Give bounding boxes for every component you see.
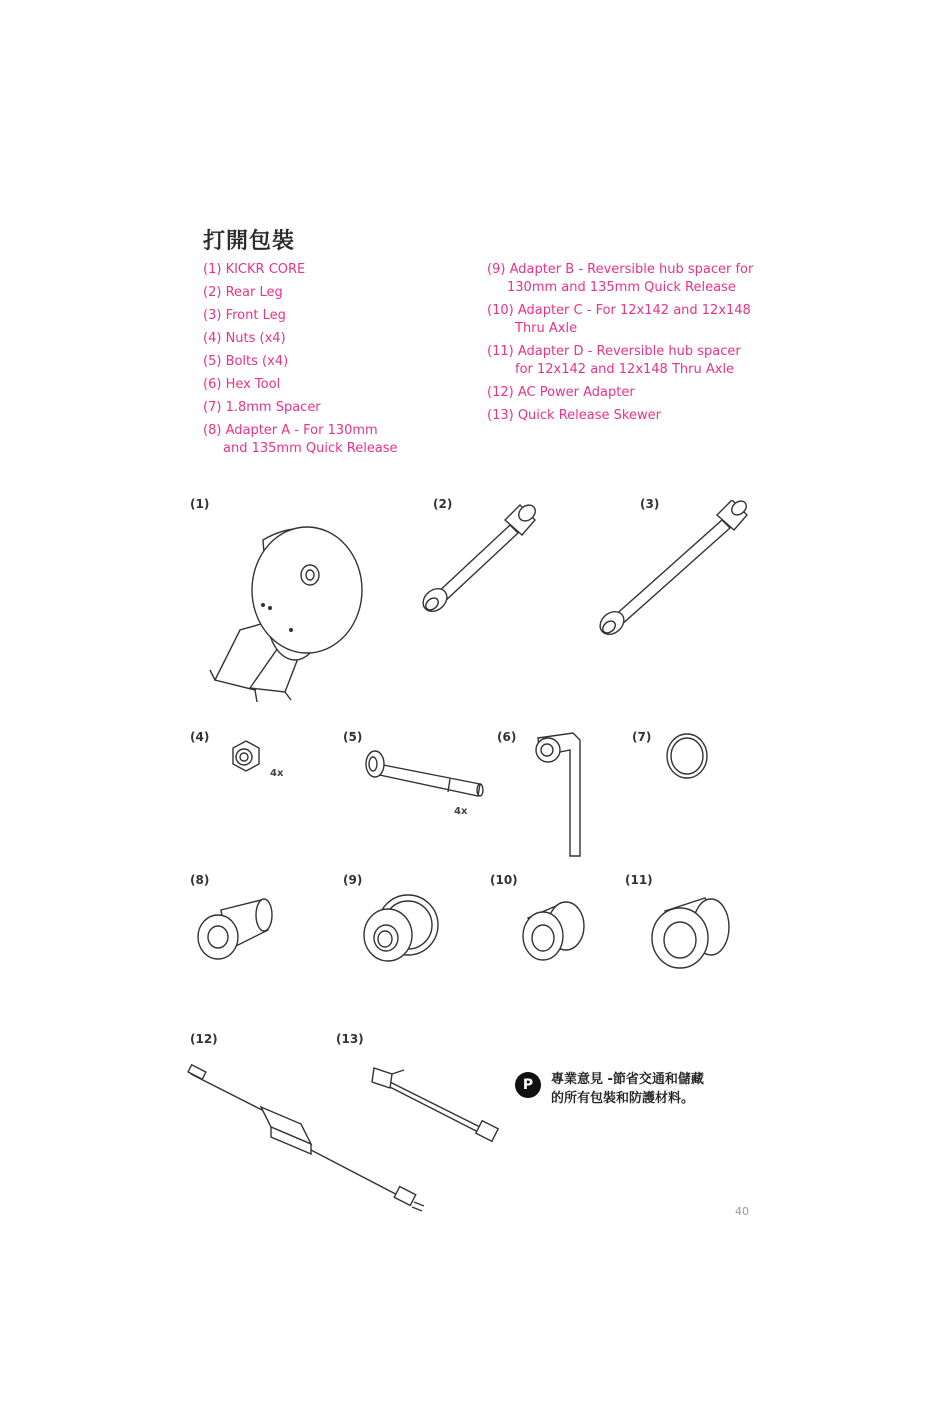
part-name: Adapter C - For 12x142 and 12x148 [517, 303, 751, 318]
adapter-d-illustration [645, 893, 735, 973]
pro-tip-line-1: 專業意見 -節省交通和儲藏 [551, 1072, 704, 1087]
kickr-core-illustration [195, 510, 380, 705]
part-number: (8) [203, 423, 222, 438]
figure-label-8: (8) [190, 873, 210, 887]
part-item-9 [487, 261, 777, 297]
page-number: 40 [735, 1205, 749, 1218]
adapter-c-illustration [518, 898, 590, 966]
part-name-continued: Thru Axle [515, 321, 578, 336]
part-name-continued: for 12x142 and 12x148 Thru Axle [515, 362, 735, 377]
figure-label-10: (10) [490, 873, 518, 887]
pro-tip-line-2: 的所有包裝和防護材料。 [551, 1091, 695, 1106]
part-number: (13) [487, 408, 514, 423]
page-title: 打開包裝 [203, 229, 296, 254]
figure-label-11: (11) [625, 873, 653, 887]
part-item-3 [203, 307, 443, 325]
figure-label-3: (3) [640, 497, 660, 511]
part-item-7 [203, 399, 443, 417]
nuts-quantity: 4x [270, 768, 284, 779]
rear-leg-illustration [410, 500, 540, 625]
part-number: (5) [203, 354, 222, 369]
part-name: 1.8mm Spacer [225, 400, 321, 415]
bolt-illustration [360, 742, 490, 802]
part-item-10 [487, 302, 777, 338]
hex-tool-illustration [528, 728, 588, 863]
part-item-4 [203, 330, 443, 348]
part-name: Front Leg [225, 308, 286, 323]
part-item-8 [203, 422, 443, 458]
part-name: Quick Release Skewer [517, 408, 661, 423]
part-name: Nuts (x4) [225, 331, 286, 346]
figure-label-12: (12) [190, 1032, 218, 1046]
figure-label-4: (4) [190, 730, 210, 744]
part-number: (10) [487, 303, 514, 318]
part-number: (3) [203, 308, 222, 323]
part-item-1 [203, 261, 443, 279]
figure-label-9: (9) [343, 873, 363, 887]
part-name: KICKR CORE [225, 262, 306, 277]
part-number: (2) [203, 285, 222, 300]
part-item-13 [487, 407, 777, 425]
pro-tip-text [551, 1070, 704, 1108]
part-name: Bolts (x4) [225, 354, 289, 369]
part-name: Hex Tool [225, 377, 281, 392]
part-name: Adapter B - Reversible hub spacer for [509, 262, 754, 277]
part-number: (7) [203, 400, 222, 415]
part-number: (12) [487, 385, 514, 400]
part-name-continued: 130mm and 135mm Quick Release [507, 280, 736, 295]
part-name: Rear Leg [225, 285, 283, 300]
part-item-2 [203, 284, 443, 302]
pro-tip [515, 1070, 755, 1108]
front-leg-illustration [592, 500, 752, 645]
parts-list-left [203, 261, 443, 463]
part-number: (9) [487, 262, 506, 277]
part-name: AC Power Adapter [517, 385, 635, 400]
part-item-12 [487, 384, 777, 402]
figure-label-1: (1) [190, 497, 210, 511]
part-name: Adapter D - Reversible hub spacer [517, 344, 741, 359]
bolts-quantity: 4x [454, 806, 468, 817]
figure-label-6: (6) [497, 730, 517, 744]
part-name-continued: and 135mm Quick Release [223, 441, 398, 456]
adapter-b-illustration [358, 890, 443, 965]
quick-release-skewer-illustration [366, 1060, 506, 1145]
spacer-ring-illustration [662, 730, 712, 782]
part-item-6 [203, 376, 443, 394]
figure-label-5: (5) [343, 730, 363, 744]
figure-label-2: (2) [433, 497, 453, 511]
part-name: Adapter A - For 130mm [225, 423, 378, 438]
pro-tip-badge: P [515, 1072, 541, 1098]
part-item-11 [487, 343, 777, 379]
nut-illustration [228, 738, 264, 774]
part-number: (1) [203, 262, 222, 277]
adapter-a-illustration [196, 895, 281, 965]
part-number: (4) [203, 331, 222, 346]
figure-label-7: (7) [632, 730, 652, 744]
parts-list-right [487, 261, 777, 430]
part-number: (6) [203, 377, 222, 392]
part-item-5 [203, 353, 443, 371]
figure-label-13: (13) [336, 1032, 364, 1046]
part-number: (11) [487, 344, 514, 359]
